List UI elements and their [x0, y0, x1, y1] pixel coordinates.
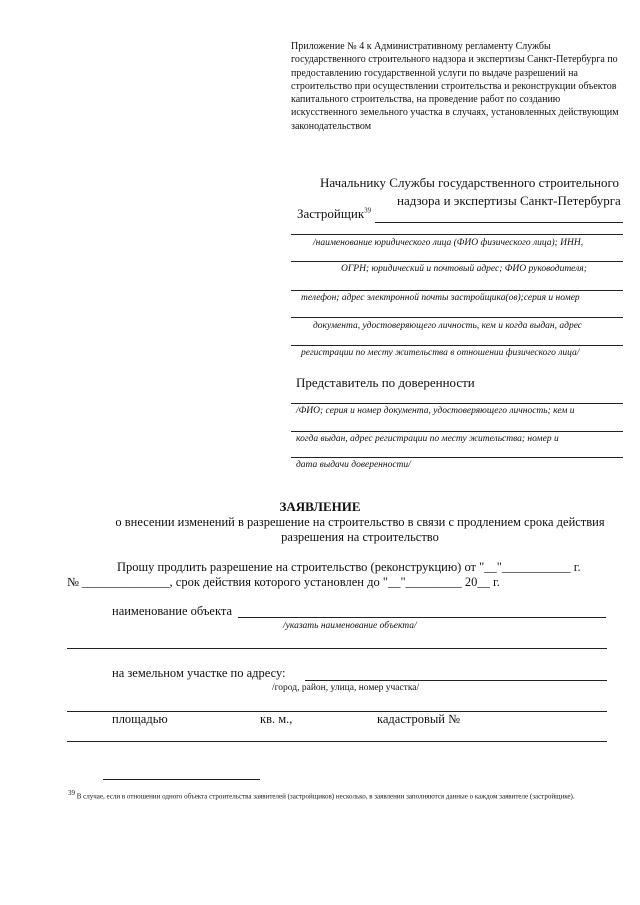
developer-line-4[interactable]	[291, 317, 623, 318]
cadastral-label: кадастровый №	[377, 712, 461, 726]
document-subtitle-line-2: разрешения на строительство	[281, 530, 439, 544]
developer-hint-2: ОГРН; юридический и почтовый адрес; ФИО руководителя;	[341, 264, 587, 274]
developer-line-3[interactable]	[291, 290, 623, 291]
developer-hint-3: телефон; адрес электронной почты застройщика(ов);серия и номер	[301, 293, 580, 303]
land-input-line[interactable]	[305, 680, 607, 681]
footnote-separator	[103, 779, 260, 780]
land-label: на земельном участке по адресу:	[112, 666, 286, 680]
area-unit: кв. м.,	[260, 712, 293, 726]
request-line-2[interactable]: № ______________, срок действия которого установлен до "__"_________ 20__ г.	[67, 575, 500, 589]
object-input-line[interactable]	[238, 617, 606, 618]
representative-line-3[interactable]	[291, 457, 623, 458]
developer-field	[297, 206, 371, 222]
footnote-number: 39	[68, 789, 75, 797]
appendix-note: Приложение № 4 к Административному регламенту Службы государственного строительного надзора и экспертизы Санкт-Петербурга по предоставлению государственной услуги по выдаче разрешений на строительство при осуществлении строительства и реконструкции объектов капитального строительства, на проведение работ по созданию искусственного земельного участка в случаях, установленных действующим законодательством	[291, 41, 619, 132]
addressee-line-1: Начальнику Службы государственного строительного	[320, 175, 620, 190]
area-input-line[interactable]	[67, 741, 607, 742]
developer-label: Застройщик	[297, 206, 365, 221]
area-label: площадью	[112, 712, 168, 726]
footnote-ref: 39	[364, 206, 372, 215]
representative-hint-2: когда выдан, адрес регистрации по месту жительства; номер и	[296, 434, 559, 444]
developer-hint-5: регистрации по месту жительства в отношении физического лица/	[301, 348, 580, 358]
representative-label: Представитель по доверенности	[296, 375, 475, 390]
developer-line-1[interactable]	[291, 234, 623, 235]
object-label: наименование объекта	[112, 604, 233, 618]
object-input-line-2[interactable]	[67, 648, 607, 649]
developer-line-5[interactable]	[291, 345, 623, 346]
footnote	[68, 788, 628, 801]
developer-hint-1: /наименование юридического лица (ФИО физического лица); ИНН,	[313, 238, 584, 248]
footnote-text: В случае, если в отношении одного объекта строительства заявителей (застройщиков) несколько, в заявлении заполняются данные о каждом заявителе (застройщике).	[76, 792, 575, 801]
addressee-line-2: надзора и экспертизы Санкт-Петербурга	[397, 193, 621, 208]
document-title: ЗАЯВЛЕНИЕ	[279, 499, 361, 514]
representative-hint-1: /ФИО; серия и номер документа, удостоверяющего личность; кем и	[296, 406, 575, 416]
land-hint: /город, район, улица, номер участка/	[272, 683, 420, 693]
developer-line-2[interactable]	[291, 261, 623, 262]
request-line-1[interactable]: Прошу продлить разрешение на строительство (реконструкцию) от "__"___________ г.	[117, 560, 581, 574]
representative-hint-3: дата выдачи доверенности/	[296, 460, 411, 470]
developer-hint-4: документа, удостоверяющего личность, кем и когда выдан, адрес	[313, 321, 583, 331]
object-hint: /указать наименование объекта/	[283, 621, 417, 631]
document-subtitle-line-1: о внесении изменений в разрешение на строительство в связи с продлением срока действия	[115, 515, 605, 529]
representative-line-1[interactable]	[291, 403, 623, 404]
developer-input-line[interactable]	[375, 222, 623, 223]
representative-line-2[interactable]	[291, 431, 623, 432]
